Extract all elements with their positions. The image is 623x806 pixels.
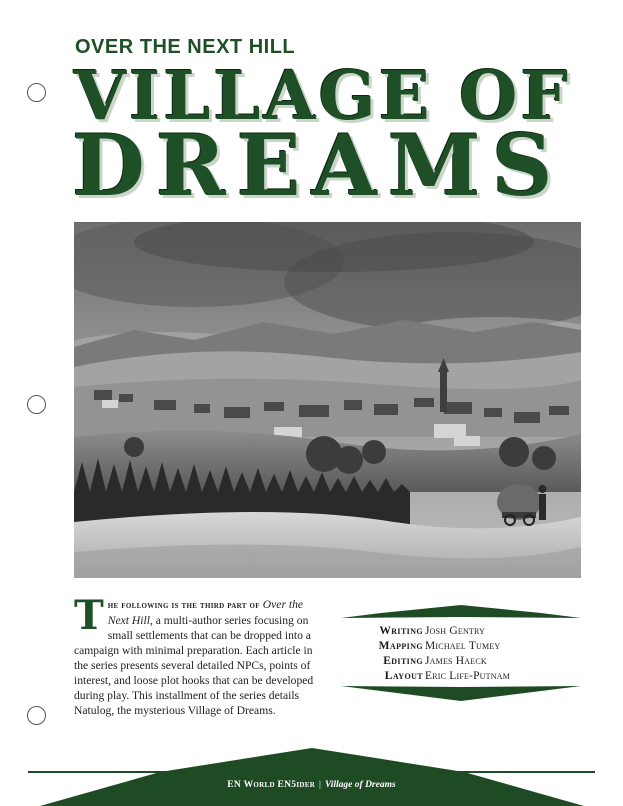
credit-name: Josh Gentry (425, 625, 486, 637)
binder-hole-middle (27, 395, 46, 414)
intro-body: , a multi-author series focusing on small settlements that can be dropped into a campaign with minimal preparation. Each article in the series presents several detailed NPCs, points of interest, and loose plot hooks that can be developed during play. This installment of the series details Natulog, the mysterious Village of Dreams. (74, 614, 314, 717)
drop-cap: T (74, 592, 104, 639)
credit-row-mapping (341, 640, 581, 655)
credit-role: Writing (379, 625, 423, 637)
page-footer (0, 745, 623, 806)
binder-hole-top (27, 83, 46, 102)
page-title-line-2: DREAMS (72, 116, 564, 215)
intro-lead: he following is the third part of (107, 600, 260, 611)
credit-row-editing (341, 655, 581, 670)
credit-role: Editing (383, 655, 423, 667)
intro-paragraph (74, 592, 324, 718)
footer-brand: EN World EN5ider (227, 780, 316, 790)
credit-role: Layout (384, 670, 423, 682)
footer-issue-title: Village of Dreams (324, 780, 396, 790)
series-name: Over the Next Hill (107, 598, 304, 627)
series-title: OVER THE NEXT HILL (75, 36, 296, 58)
footer-text (0, 780, 623, 790)
binder-hole-bottom (27, 706, 46, 725)
page-title-line-1: VILLAGE OF (74, 56, 572, 135)
village-landscape-illustration (74, 222, 581, 578)
footer-separator: | (319, 780, 321, 790)
credit-name: James Haeck (425, 655, 487, 667)
footer-banner (0, 745, 623, 806)
credit-name: Michael Tumey (425, 640, 501, 652)
credit-row-writing (341, 625, 581, 640)
credit-name: Eric Life-Putnam (425, 670, 511, 682)
credit-role: Mapping (378, 640, 423, 652)
credits-box (341, 604, 581, 708)
credit-row-layout (341, 670, 581, 685)
